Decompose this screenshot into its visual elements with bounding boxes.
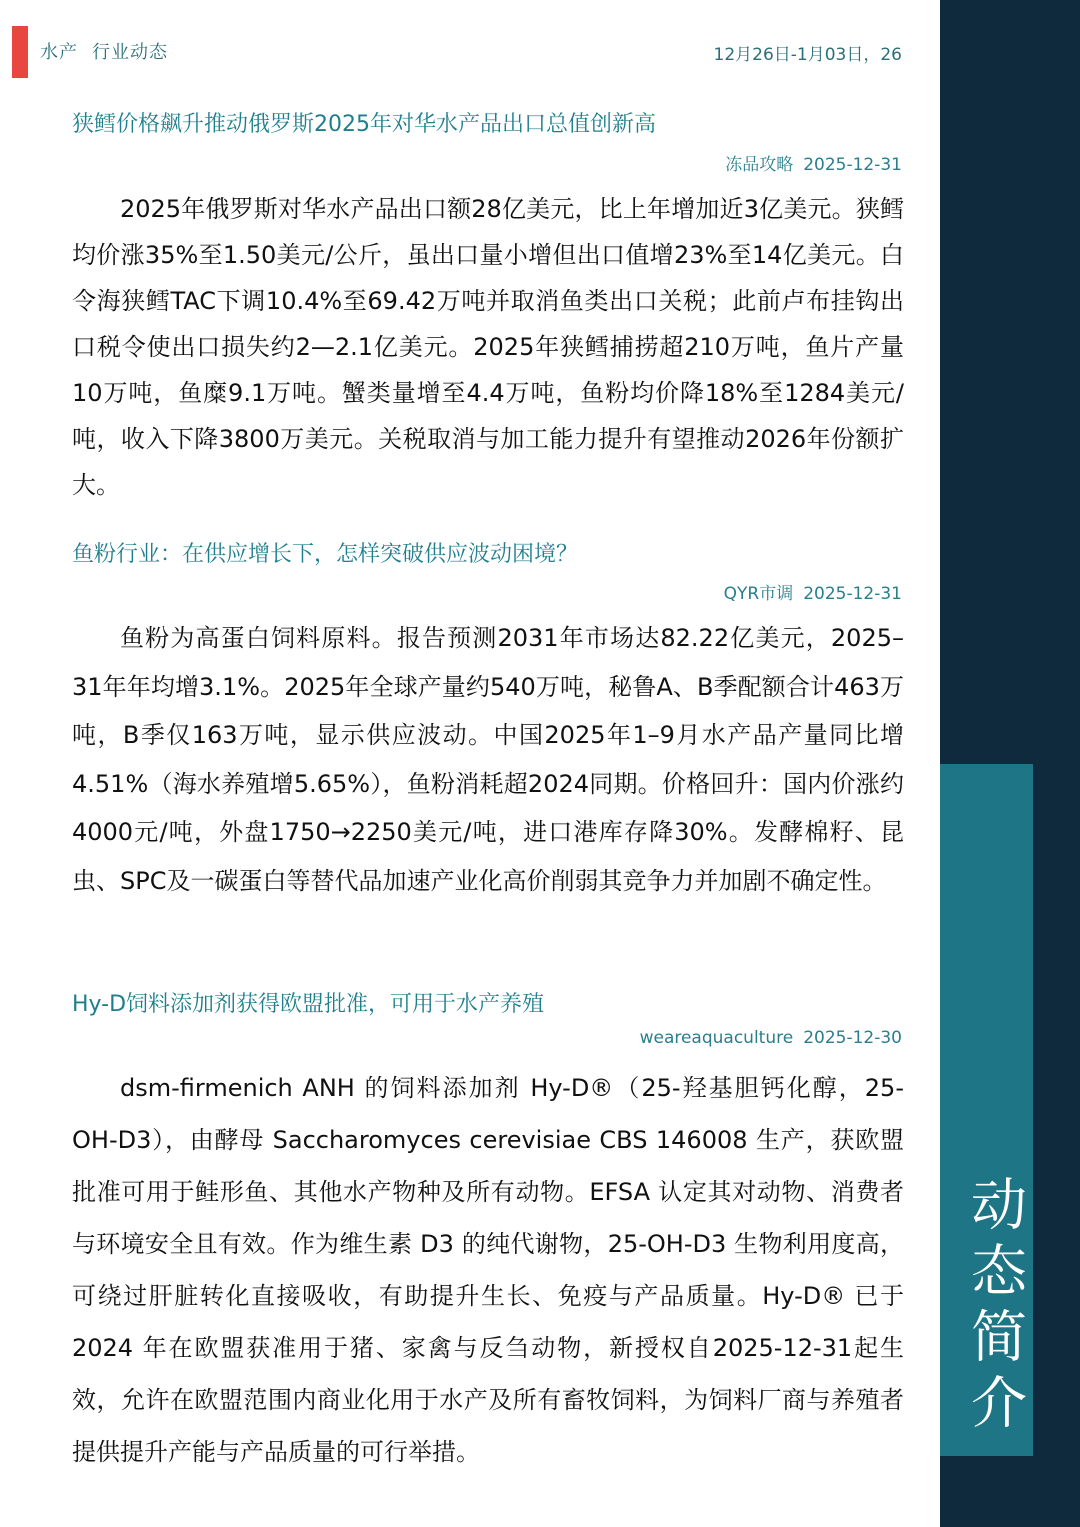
article-source: QYR市调	[723, 584, 794, 604]
article-source: 冻品攻略	[725, 155, 794, 175]
article-source: weareaquaculture	[639, 1028, 794, 1048]
sidebar-title: 动态简介	[962, 1175, 1027, 1439]
article-source-line	[725, 150, 902, 175]
article-body: dsm-firmenich ANH 的饲料添加剂 Hy-D®（25-羟基胆钙化醇，25-OH-D3），由酵母 Saccharomyces cerevisiae CBS 146008 生产，获欧盟批准可用于鲑形鱼、其他水产物种及所有动物。EFSA 认定其对动物、消费者与环境安全且有效。作为维生素 D3 的纯代谢物，25-OH-D3 生物利用度高，可绕过肝脏转化直接吸收，有助提升生长、免疫与产品质量。Hy-D® 已于 2024 年在欧盟获准用于猪、家禽与反刍动物，新授权自2025-12-31起生效，允许在欧盟范围内商业化用于水产及所有畜牧饲料，为饲料厂商与养殖者提供提升产能与产品质量的可行举措。	[72, 1074, 904, 1466]
article-title: 鱼粉行业：在供应增长下，怎样突破供应波动困境？	[72, 542, 579, 567]
header-red-marker	[12, 26, 28, 78]
header-date-page: 12月26日-1月03日，26	[713, 45, 902, 65]
article-title: 狭鳕价格飙升推动俄罗斯2025年对华水产品出口总值创新高	[72, 112, 656, 137]
article-date: 2025-12-31	[803, 584, 902, 604]
article-source-line	[640, 1028, 902, 1048]
article-source-line	[724, 579, 902, 604]
header-subsection-label: 行业动态	[92, 42, 168, 63]
article-body: 2025年俄罗斯对华水产品出口额28亿美元，比上年增加近3亿美元。狭鳕均价涨35%至1.50美元/公斤，虽出口量小增但出口值增23%至14亿美元。白令海狭鳕TAC下调10.4%至69.42万吨并取消鱼类出口关税；此前卢布挂钩出口税令使出口损失约2—2.1亿美元。2025年狭鳕捕捞超210万吨，鱼片产量10万吨，鱼糜9.1万吨。蟹类量增至4.4万吨，鱼粉均价降18%至1284美元/吨，收入下降3800万美元。关税取消与加工能力提升有望推动2026年份额扩大。	[72, 195, 904, 499]
article-date: 2025-12-31	[803, 155, 902, 175]
article-body: 鱼粉为高蛋白饲料原料。报告预测2031年市场达82.22亿美元，2025–31年年均增3.1%。2025年全球产量约540万吨，秘鲁A、B季配额合计463万吨，B季仅163万吨，显示供应波动。中国2025年1–9月水产品产量同比增4.51%（海水养殖增5.65%），鱼粉消耗超2024同期。价格回升：国内价涨约4000元/吨，外盘1750→2250美元/吨，进口港库存降30%。发酵棉籽、昆虫、SPC及一碳蛋白等替代品加速产业化高价削弱其竞争力并加剧不确定性。	[72, 624, 904, 895]
header-section	[40, 38, 168, 64]
article-title: Hy-D饲料添加剂获得欧盟批准，可用于水产养殖	[72, 992, 545, 1017]
header-section-label: 水产	[40, 42, 78, 63]
article-date: 2025-12-30	[803, 1028, 902, 1048]
